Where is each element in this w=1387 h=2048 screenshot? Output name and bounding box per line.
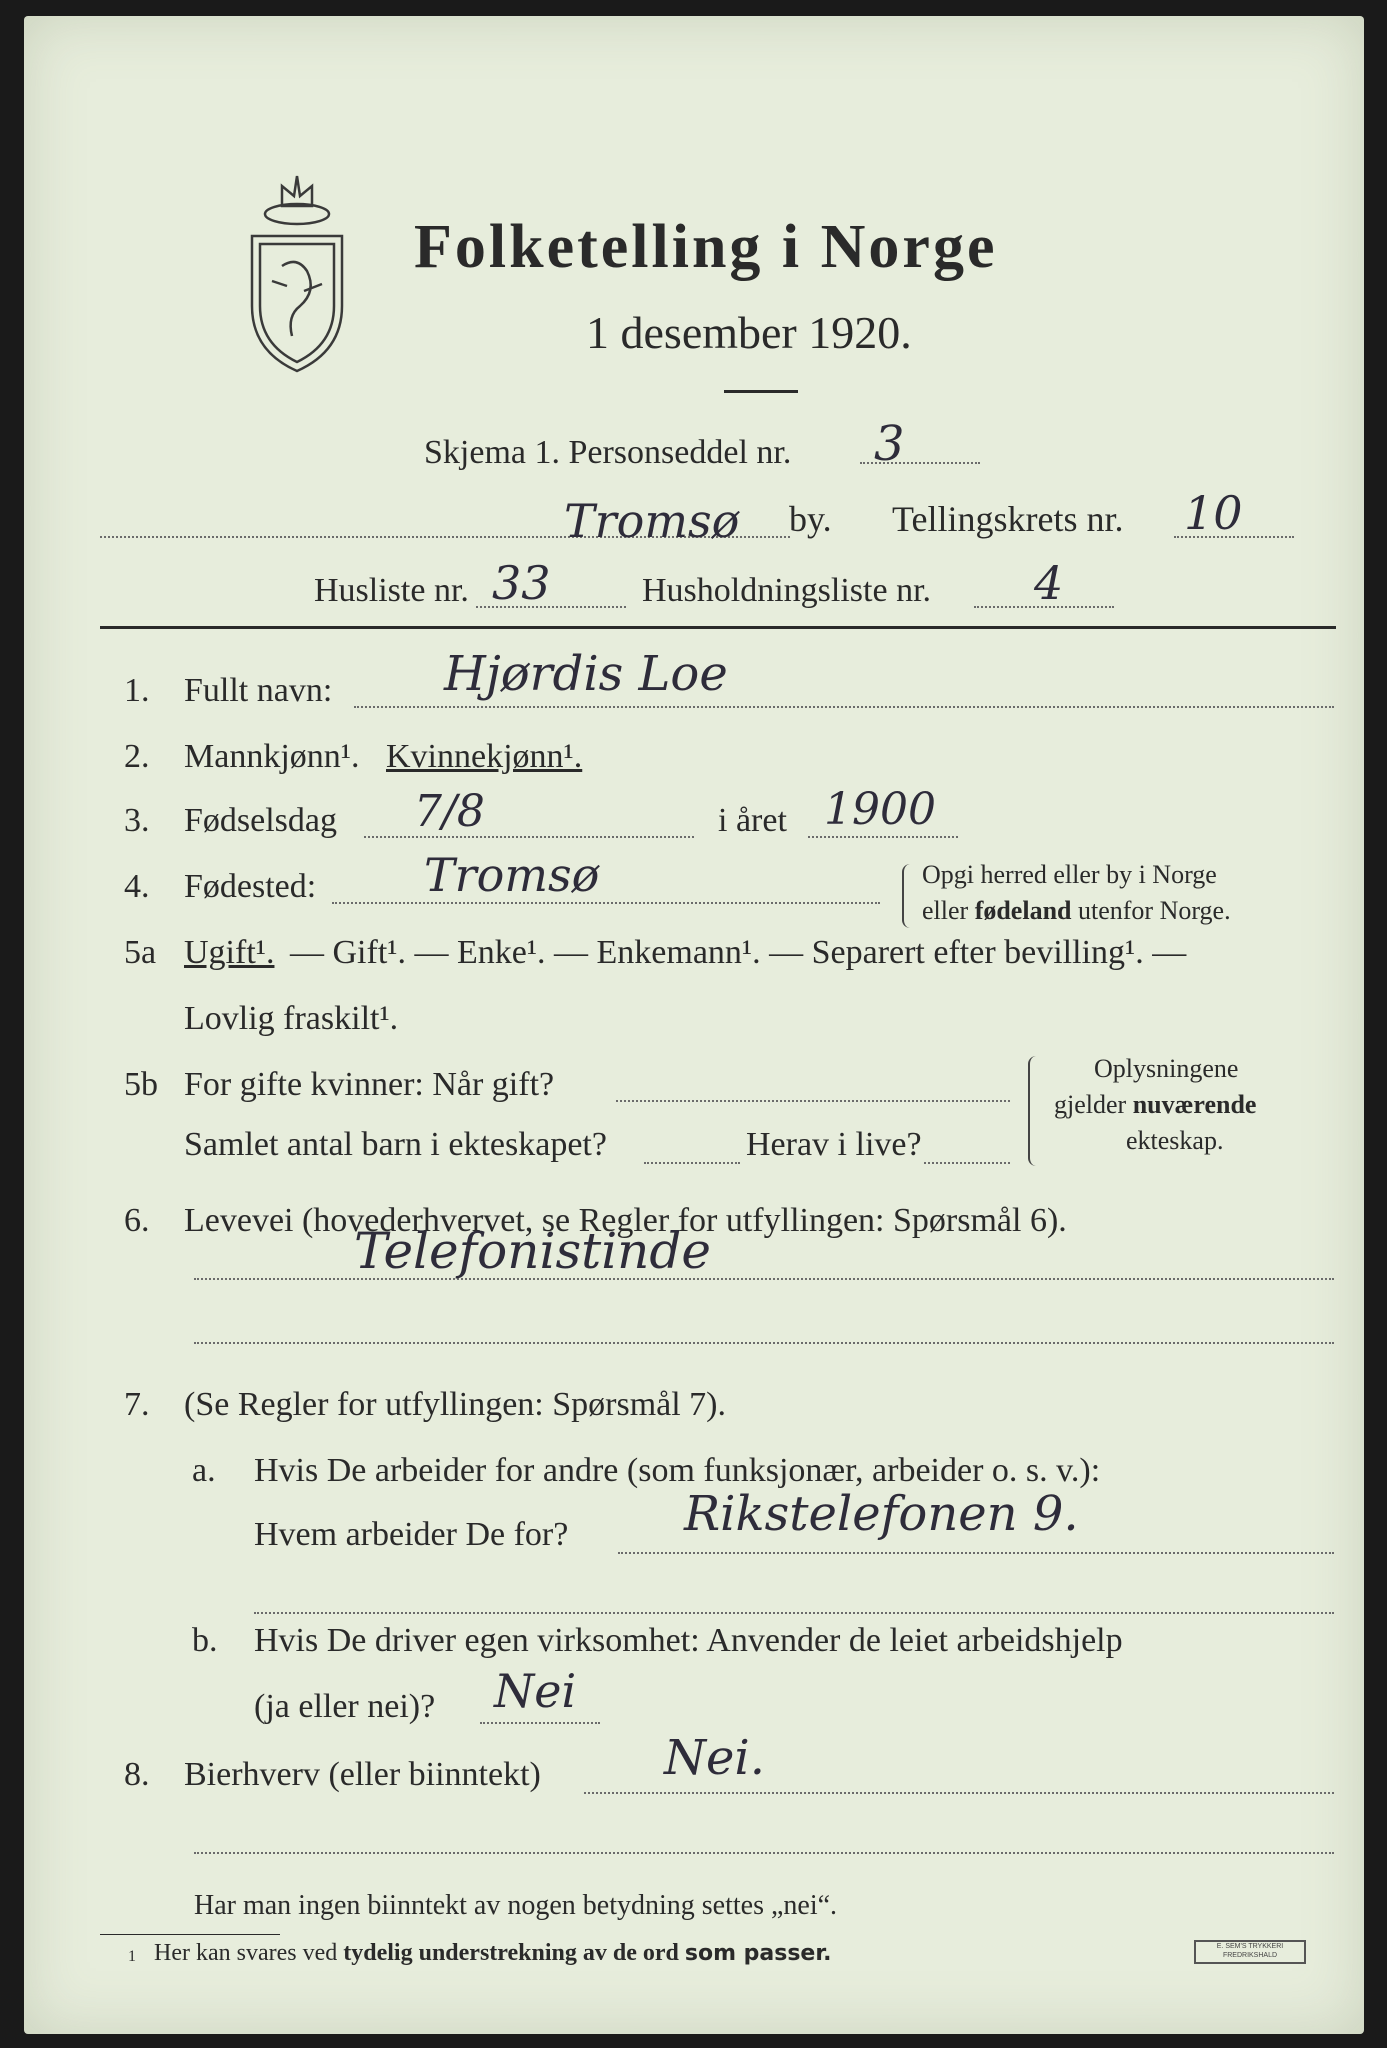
hired-help-value: Nei bbox=[494, 1664, 577, 1718]
q5b-note-line3: ekteskap. bbox=[1126, 1126, 1224, 1155]
q5b-dots-2 bbox=[644, 1162, 740, 1164]
q6-dots-2 bbox=[194, 1342, 1334, 1344]
q4-brace bbox=[902, 864, 912, 928]
kvinnekjonn-option-underlined: Kvinnekjønn¹. bbox=[386, 738, 583, 775]
q5b-dots-3 bbox=[924, 1162, 1010, 1164]
husliste-label: Husliste nr. bbox=[314, 572, 469, 609]
by-label: by. bbox=[789, 499, 832, 539]
q7-number: 7. bbox=[124, 1386, 150, 1423]
footnote-text: Her kan svares ved tydelig understrekning av de ord som passer. bbox=[154, 1940, 832, 1966]
full-name-value: Hjørdis Loe bbox=[444, 646, 728, 702]
husliste-number: 33 bbox=[492, 556, 551, 610]
q8-dots-2 bbox=[194, 1852, 1334, 1854]
q7b-letter: b. bbox=[192, 1622, 218, 1659]
q6-number: 6. bbox=[124, 1202, 150, 1239]
q7b-line2: (ja eller nei)? bbox=[254, 1688, 436, 1725]
q3-label: Fødselsdag bbox=[184, 802, 337, 839]
mannkjonn-option: Mannkjønn¹. bbox=[184, 738, 360, 775]
footnote-number: 1 bbox=[128, 1948, 136, 1965]
q5b-when-married-label: For gifte kvinner: Når gift? bbox=[184, 1066, 555, 1103]
q4-note-line2: eller fødeland utenfor Norge. bbox=[922, 896, 1231, 925]
q4-dots bbox=[332, 902, 880, 904]
tellingskrets-number: 10 bbox=[1184, 486, 1243, 540]
q6-label: Levevei (hovederhvervet, se Regler for utfyllingen: Spørsmål 6). bbox=[184, 1202, 1067, 1239]
q7b-line1: Hvis De driver egen virksomhet: Anvender de leiet arbeidshjelp bbox=[254, 1622, 1123, 1659]
q7a-line2: Hvem arbeider De for? bbox=[254, 1516, 569, 1553]
birthday-value: 7/8 bbox=[414, 786, 485, 837]
q5b-note-line2: gjelder nuværende bbox=[1054, 1090, 1257, 1119]
nei-note: Har man ingen biinntekt av nogen betydning settes „nei“. bbox=[194, 1890, 838, 1921]
birthplace-value: Tromsø bbox=[424, 848, 600, 902]
q5b-note-line1: Oplysningene bbox=[1094, 1054, 1239, 1083]
printer-stamp: E. SEM'S TRYKKERI FREDRIKSHALD bbox=[1194, 1940, 1306, 1964]
form-title: Folketelling i Norge bbox=[414, 213, 998, 281]
tellingskrets-label: Tellingskrets nr. bbox=[892, 499, 1124, 539]
q1-dots bbox=[354, 706, 1334, 708]
q7a-dots-2 bbox=[254, 1612, 1334, 1614]
personseddel-number: 3 bbox=[874, 416, 905, 472]
skjema-label: Skjema 1. Personseddel nr. bbox=[424, 434, 792, 471]
census-form bbox=[24, 16, 1364, 2034]
q8-label: Bierhverv (eller biinntekt) bbox=[184, 1756, 541, 1793]
title-divider bbox=[724, 390, 798, 393]
q3-number: 3. bbox=[124, 802, 150, 839]
husholdningsliste-number: 4 bbox=[1034, 556, 1064, 610]
q7a-line1: Hvis De arbeider for andre (som funksjonær, arbeider o. s. v.): bbox=[254, 1452, 1101, 1489]
q5b-number: 5b bbox=[124, 1066, 158, 1103]
q5b-children-label: Samlet antal barn i ekteskapet? bbox=[184, 1126, 607, 1163]
q5a-number: 5a bbox=[124, 934, 157, 971]
marital-options: — Gift¹. — Enke¹. — Enkemann¹. — Separert efter bevilling¹. — bbox=[290, 934, 1187, 971]
header-rule bbox=[100, 626, 1336, 629]
year-dots bbox=[808, 836, 958, 838]
q1-label: Fullt navn: bbox=[184, 672, 333, 709]
q7b-dots bbox=[480, 1722, 600, 1724]
occupation-value: Telefonistinde bbox=[354, 1222, 711, 1280]
q1-number: 1. bbox=[124, 672, 150, 709]
footnote-rule bbox=[100, 1934, 280, 1935]
q7-label: (Se Regler for utfyllingen: Spørsmål 7). bbox=[184, 1386, 727, 1423]
q7a-letter: a. bbox=[192, 1452, 216, 1489]
lovlig-fraskilt-option: Lovlig fraskilt¹. bbox=[184, 1000, 399, 1037]
birth-year-value: 1900 bbox=[824, 784, 936, 835]
husholdningsliste-label: Husholdningsliste nr. bbox=[642, 572, 932, 609]
side-income-value: Nei. bbox=[664, 1730, 766, 1786]
q5b-brace bbox=[1028, 1056, 1040, 1166]
year-label: i året bbox=[718, 802, 787, 839]
q4-label: Fødested: bbox=[184, 868, 317, 905]
q7a-dots-1 bbox=[618, 1552, 1334, 1554]
q5b-dots-1 bbox=[616, 1100, 1010, 1102]
census-date: 1 desember 1920. bbox=[586, 307, 912, 358]
q4-note-line1: Opgi herred eller by i Norge bbox=[922, 860, 1217, 889]
q8-dots-1 bbox=[584, 1792, 1334, 1794]
place-name: Tromsø bbox=[564, 494, 740, 548]
norwegian-coat-of-arms-icon bbox=[242, 166, 352, 376]
employer-value: Rikstelefonen 9. bbox=[684, 1486, 1079, 1542]
q5b-alive-label: Herav i live? bbox=[746, 1126, 922, 1163]
ugift-option-underlined: Ugift¹. bbox=[184, 934, 275, 971]
q4-number: 4. bbox=[124, 868, 150, 905]
q2-number: 2. bbox=[124, 738, 150, 775]
q8-number: 8. bbox=[124, 1756, 150, 1793]
